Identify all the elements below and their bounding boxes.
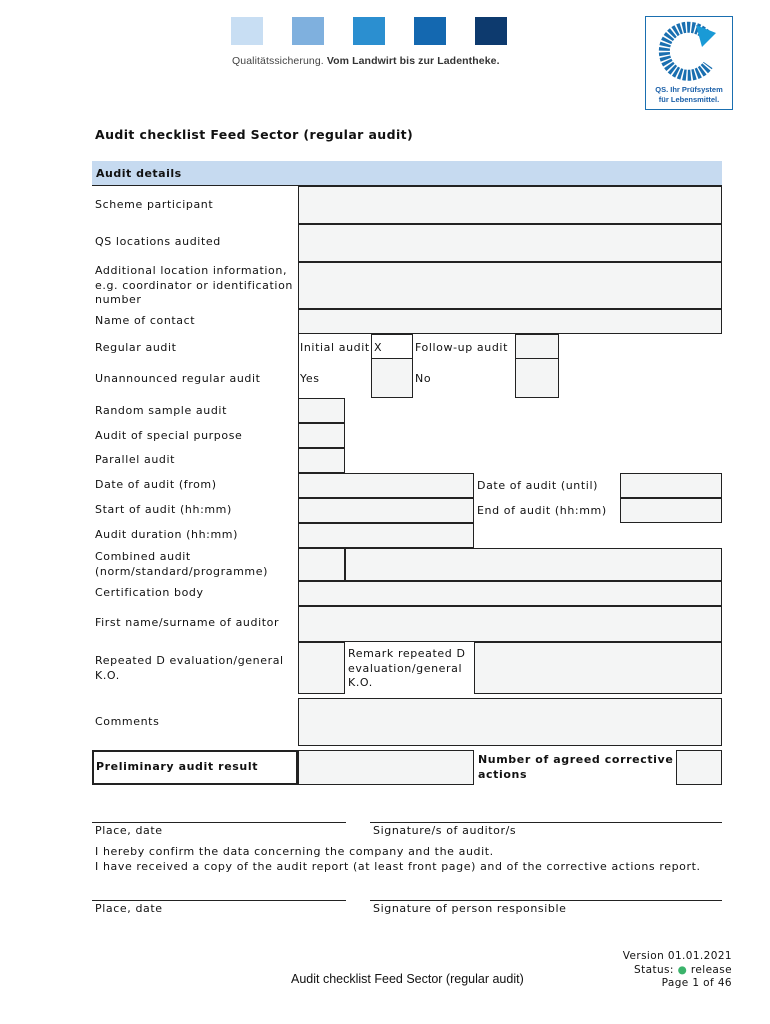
input-comments[interactable] — [298, 698, 722, 746]
checkbox-repeated-d[interactable] — [298, 642, 345, 694]
label-parallel-audit: Parallel audit — [95, 453, 176, 466]
signature-line — [92, 900, 346, 901]
label-random-sample: Random sample audit — [95, 404, 227, 417]
label-special-purpose: Audit of special purpose — [95, 429, 243, 442]
footer-status — [634, 964, 732, 976]
confirm-text-1: I hereby confirm the data concerning the company and the audit. — [95, 845, 494, 858]
label-qs-locations: QS locations audited — [95, 235, 221, 248]
label-no: No — [415, 372, 432, 385]
checkbox-followup-audit[interactable] — [515, 334, 559, 359]
label-auditor-signature: Signature/s of auditor/s — [373, 824, 517, 837]
label-remark-repeated-d: Remark repeated D evaluation/general K.O. — [348, 647, 466, 689]
label-combined-audit: Combined audit (norm/standard/programme) — [95, 550, 268, 578]
logo-line-2: für Lebensmittel. — [658, 95, 720, 104]
document-title: Audit checklist Feed Sector (regular audit) — [95, 127, 414, 142]
footer-title: Audit checklist Feed Sector (regular audit) — [291, 972, 524, 986]
tagline-plain: Qualitätssicherung. — [232, 55, 324, 67]
input-date-until[interactable] — [620, 473, 722, 498]
label-comments: Comments — [95, 715, 160, 728]
label-yes: Yes — [300, 372, 320, 385]
label-additional-location: Additional location information, e.g. coordinator or identification number — [95, 264, 293, 306]
brand-swatch-2 — [292, 17, 324, 45]
section-title: Audit details — [96, 167, 182, 180]
input-date-from[interactable] — [298, 473, 474, 498]
label-date-from: Date of audit (from) — [95, 478, 217, 491]
signature-line — [370, 900, 722, 901]
input-auditor-name[interactable] — [298, 606, 722, 642]
brand-swatch-4 — [414, 17, 446, 45]
label-scheme-participant: Scheme participant — [95, 198, 214, 211]
logo-line-1: QS. Ihr Prüfsystem — [655, 85, 723, 94]
checkbox-combined-audit[interactable] — [298, 548, 345, 581]
input-preliminary-result[interactable] — [298, 750, 474, 785]
label-duration: Audit duration (hh:mm) — [95, 528, 238, 541]
status-dot-icon: ● — [677, 964, 688, 976]
checkbox-random-sample[interactable] — [298, 398, 345, 423]
input-certification-body[interactable] — [298, 581, 722, 606]
label-name-of-contact: Name of contact — [95, 314, 196, 327]
input-combined-audit[interactable] — [345, 548, 722, 581]
input-additional-location[interactable] — [298, 262, 722, 309]
label-regular-audit: Regular audit — [95, 341, 177, 354]
label-preliminary-result: Preliminary audit result — [96, 760, 259, 773]
label-initial-audit: Initial audit — [300, 341, 370, 354]
label-responsible-signature: Signature of person responsible — [373, 902, 567, 915]
qs-arrow-icon — [646, 21, 732, 83]
brand-swatch-5 — [475, 17, 507, 45]
signature-line — [370, 822, 722, 823]
label-auditor-name: First name/surname of auditor — [95, 616, 280, 629]
input-remark-repeated-d[interactable] — [474, 642, 722, 694]
confirm-text-2: I have received a copy of the audit report (at least front page) and of the corrective actions report. — [95, 860, 701, 873]
label-date-until: Date of audit (until) — [477, 479, 598, 492]
checkbox-no[interactable] — [515, 358, 559, 398]
status-value: release — [690, 964, 732, 976]
status-label: Status: — [634, 964, 674, 976]
input-name-of-contact[interactable] — [298, 309, 722, 334]
label-certification-body: Certification body — [95, 586, 204, 599]
input-duration[interactable] — [298, 523, 474, 548]
label-place-date-1: Place, date — [95, 824, 163, 837]
label-corrective-actions: Number of agreed corrective actions — [478, 753, 674, 781]
signature-line — [92, 822, 346, 823]
cell-border — [298, 334, 299, 398]
tagline — [232, 55, 500, 67]
footer-version: Version 01.01.2021 — [622, 950, 732, 962]
input-scheme-participant[interactable] — [298, 186, 722, 224]
checkbox-special-purpose[interactable] — [298, 423, 345, 448]
brand-swatch-3 — [353, 17, 385, 45]
input-start[interactable] — [298, 498, 474, 523]
label-end: End of audit (hh:mm) — [477, 504, 607, 517]
input-qs-locations[interactable] — [298, 224, 722, 262]
checkbox-yes[interactable] — [371, 358, 413, 398]
label-start: Start of audit (hh:mm) — [95, 503, 232, 516]
brand-swatch-1 — [231, 17, 263, 45]
section-header-audit-details — [92, 161, 722, 185]
tagline-bold: Vom Landwirt bis zur Ladentheke. — [326, 55, 500, 67]
checkbox-parallel-audit[interactable] — [298, 448, 345, 473]
label-followup-audit: Follow-up audit — [415, 341, 508, 354]
input-corrective-actions[interactable] — [676, 750, 722, 785]
qs-logo — [645, 16, 733, 110]
label-repeated-d: Repeated D evaluation/general K.O. — [95, 654, 284, 682]
footer-page: Page 1 of 46 — [661, 977, 732, 989]
initial-audit-mark: X — [374, 341, 383, 354]
label-unannounced: Unannounced regular audit — [95, 372, 261, 385]
label-place-date-2: Place, date — [95, 902, 163, 915]
input-end[interactable] — [620, 498, 722, 523]
